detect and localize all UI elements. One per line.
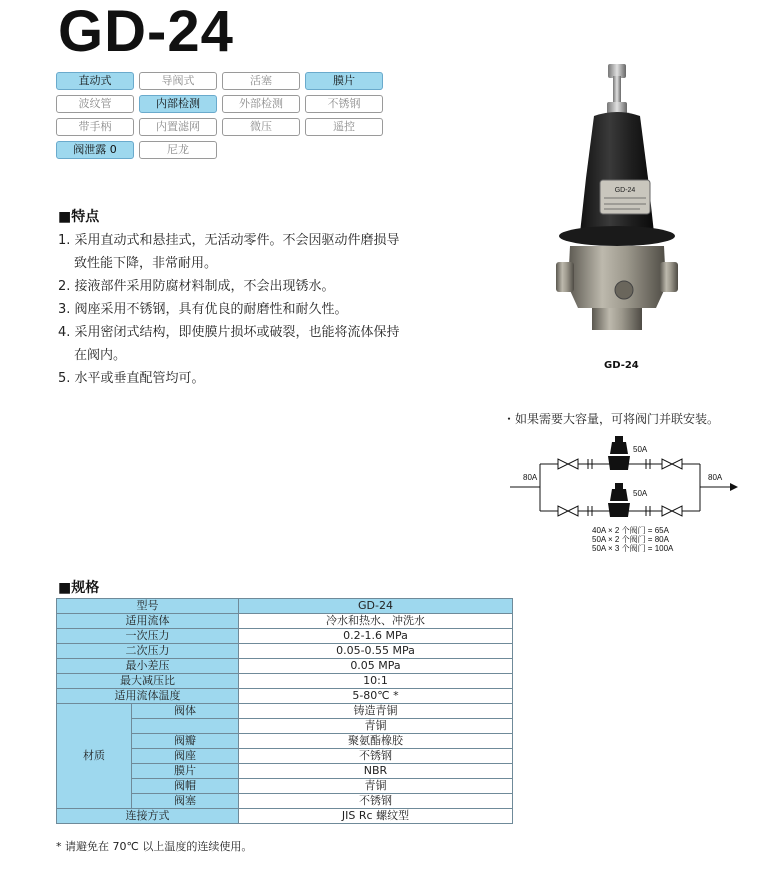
combo-line: 50A × 3 个阀门 = 100A	[592, 544, 674, 553]
spec-label: 连接方式	[57, 809, 239, 824]
spec-table	[56, 598, 513, 824]
material-part: 阀瓣	[132, 734, 239, 749]
table-row	[57, 659, 513, 674]
spec-label: 适用流体温度	[57, 689, 239, 704]
combo-line: 40A × 2 个阀门 = 65A	[592, 526, 669, 535]
tag-stainless-steel: 不锈钢	[305, 95, 383, 113]
spec-header-label: 型号	[57, 599, 239, 614]
spec-label: 最大减压比	[57, 674, 239, 689]
material-part: 阀塞	[132, 794, 239, 809]
material-value: NBR	[239, 764, 513, 779]
tag-with-handle: 带手柄	[56, 118, 134, 136]
table-row	[57, 644, 513, 659]
features-heading: ■特点	[58, 209, 100, 225]
spec-label: 最小差压	[57, 659, 239, 674]
footnote: * 请避免在 70℃ 以上温度的连续使用。	[56, 840, 253, 853]
outlet-label: 80A	[708, 473, 723, 482]
spec-value: 5-80℃ *	[239, 689, 513, 704]
feature-item-cont: 致性能下降，非常耐用。	[74, 256, 218, 271]
feature-item: 4. 采用密闭式结构，即使膜片损坏或破裂，也能将流体保持	[58, 325, 400, 340]
material-part	[132, 719, 239, 734]
material-value: 聚氨酯橡胶	[239, 734, 513, 749]
spec-value: 0.05 MPa	[239, 659, 513, 674]
material-part: 阀座	[132, 749, 239, 764]
tag-piston: 活塞	[222, 72, 300, 90]
material-value: 青铜	[239, 719, 513, 734]
tag-micro-pressure: 微压	[222, 118, 300, 136]
spec-value: 0.2-1.6 MPa	[239, 629, 513, 644]
table-row	[57, 809, 513, 824]
tag-nylon: 尼龙	[139, 141, 217, 159]
table-row	[57, 704, 513, 719]
spec-value: 冷水和热水、冲洗水	[239, 614, 513, 629]
spec-value: JIS Rc 螺纹型	[239, 809, 513, 824]
table-row	[57, 614, 513, 629]
product-title: GD-24	[58, 0, 234, 64]
material-part: 膜片	[132, 764, 239, 779]
parallel-note: ・如果需要大容量，可将阀门并联安装。	[503, 412, 720, 426]
tag-external-sensing: 外部检测	[222, 95, 300, 113]
tag-internal-sensing: 内部检测	[139, 95, 217, 113]
tag-built-in-strainer: 内置滤网	[139, 118, 217, 136]
tag-bellows: 波纹管	[56, 95, 134, 113]
feature-item: 2. 接液部件采用防腐材料制成，不会出现锈水。	[58, 279, 335, 294]
inlet-label: 80A	[523, 473, 538, 482]
material-value: 不锈钢	[239, 749, 513, 764]
spec-value: 10:1	[239, 674, 513, 689]
spec-heading: ■规格	[58, 580, 100, 596]
feature-item: 5. 水平或垂直配管均可。	[58, 371, 205, 386]
feature-item: 3. 阀座采用不锈钢，具有优良的耐磨性和耐久性。	[58, 302, 348, 317]
valve-size-label-top: 50A	[633, 445, 648, 454]
table-row	[57, 599, 513, 614]
table-row	[57, 629, 513, 644]
material-value: 青铜	[239, 779, 513, 794]
feature-item: 1. 采用直动式和悬挂式，无活动零件。不会因驱动件磨损导	[58, 233, 400, 248]
tag-diaphragm: 膜片	[305, 72, 383, 90]
table-row	[57, 689, 513, 704]
features-list	[58, 229, 400, 390]
spec-label: 适用流体	[57, 614, 239, 629]
valve-photo	[552, 58, 682, 343]
material-part: 阀体	[132, 704, 239, 719]
spec-label: 一次压力	[57, 629, 239, 644]
material-part: 阀帽	[132, 779, 239, 794]
table-row	[57, 674, 513, 689]
combo-line: 50A × 2 个阀门 = 80A	[592, 535, 669, 544]
spec-label: 二次压力	[57, 644, 239, 659]
parallel-piping-diagram	[500, 430, 740, 555]
tag-pilot-operated: 导阀式	[139, 72, 217, 90]
tag-direct-acting: 直动式	[56, 72, 134, 90]
feature-item-cont: 在阀内。	[74, 348, 127, 363]
photo-caption: GD-24	[604, 360, 639, 371]
tag-zero-leakage: 阀泄露 0	[56, 141, 134, 159]
spec-value: 0.05-0.55 MPa	[239, 644, 513, 659]
material-value: 铸造青铜	[239, 704, 513, 719]
material-value: 不锈钢	[239, 794, 513, 809]
nameplate-text: GD-24	[614, 187, 636, 194]
tag-remote-control: 遥控	[305, 118, 383, 136]
valve-size-label-bottom: 50A	[633, 489, 648, 498]
spec-header-value: GD-24	[239, 599, 513, 614]
material-group-label: 材质	[57, 704, 132, 809]
